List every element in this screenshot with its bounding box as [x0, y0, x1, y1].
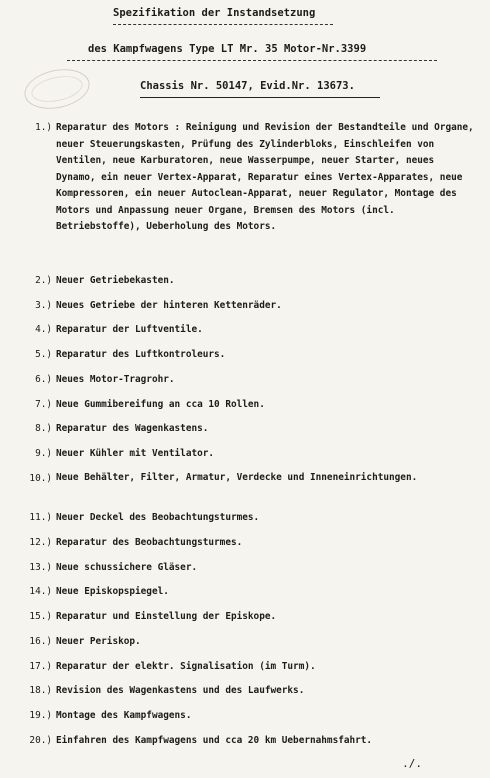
item-number: 2.) [35, 275, 52, 286]
item-text: Revision des Wagenkastens und des Laufwerks. [56, 685, 305, 696]
header-vehicle-underline [67, 60, 437, 61]
item-number: 15.) [29, 611, 52, 622]
item-text: Montage des Kampfwagens. [56, 710, 192, 721]
item-number: 8.) [35, 423, 52, 434]
item-text: Reparatur der Luftventile. [56, 324, 203, 335]
continuation-mark: ./. [402, 757, 422, 770]
item-text: Einfahren des Kampfwagens und cca 20 km Uebernahmsfahrt. [56, 735, 373, 746]
item-number: 12.) [29, 537, 52, 548]
item-number: 14.) [29, 586, 52, 597]
item-text: Reparatur des Luftkontroleurs. [56, 349, 226, 360]
item-text: Neue Episkopspiegel. [56, 586, 169, 597]
item-number: 10.) [29, 473, 52, 484]
faded-stamp [21, 64, 93, 115]
header-title-underline [113, 24, 333, 25]
item-number: 20.) [29, 735, 52, 746]
item-number: 3.) [35, 300, 52, 311]
header-vehicle: des Kampfwagens Type LT Mr. 35 Motor-Nr.3399 [88, 43, 367, 55]
item-text: Neuer Kühler mit Ventilator. [56, 448, 215, 459]
item-text: Neue schussichere Gläser. [56, 562, 198, 573]
item-text: Neuer Getriebekasten. [56, 275, 175, 286]
item-text: Neues Motor-Tragrohr. [56, 374, 175, 385]
header-chassis-underline [140, 97, 380, 98]
list-item [20, 471, 482, 505]
item-number: 19.) [29, 710, 52, 721]
stamp-inner-ring [29, 72, 85, 106]
item-text: Neuer Deckel des Beobachtungsturmes. [56, 512, 260, 523]
header-chassis: Chassis Nr. 50147, Evid.Nr. 13673. [140, 80, 355, 92]
header-title: Spezifikation der Instandsetzung [113, 7, 316, 19]
item-text: Neue Gummibereifung an cca 10 Rollen. [56, 399, 265, 410]
list-item [20, 120, 482, 265]
item-text: Neuer Periskop. [56, 636, 141, 647]
item-number: 13.) [29, 562, 52, 573]
item-text: Reparatur und Einstellung der Episkope. [56, 611, 277, 622]
item-text: Neue Behälter, Filter, Armatur, Verdecke und Inneneinrichtungen. [56, 472, 418, 483]
item-number: 9.) [35, 448, 52, 459]
item-number: 6.) [35, 374, 52, 385]
item-number: 1.) [35, 122, 52, 133]
item-text: Reparatur des Beobachtungsturmes. [56, 537, 243, 548]
item-text: Neues Getriebe der hinteren Kettenräder. [56, 300, 282, 311]
item-number: 11.) [29, 512, 52, 523]
item-number: 17.) [29, 661, 52, 672]
item-number: 18.) [29, 685, 52, 696]
item-text: Reparatur des Wagenkastens. [56, 423, 209, 434]
item-number: 7.) [35, 399, 52, 410]
item-number: 5.) [35, 349, 52, 360]
item-text: Reparatur der elektr. Signalisation (im Turm). [56, 661, 316, 672]
item-text: Reparatur des Motors : Reinigung und Revision der Bestandteile und Organe, neuer Steuerungskasten, Prüfung des Zylinderbloks, Einschleifen von Ventilen, neue Karburatoren, neue Wasserpumpe, neuer Starter, neues Dynamo, ein neuer Vertex-Apparat, Reparatur eines Vertex-Apparates, neue Kompressoren, ein neuer Autoclean-Apparat, neuer Regulator, Montage des Motors und Anpassung neuer Organe, Bremsen des Motors (incl. Betriebstoffe), Ueberholung des Motors. [56, 122, 474, 232]
item-number: 16.) [29, 636, 52, 647]
item-number: 4.) [35, 324, 52, 335]
